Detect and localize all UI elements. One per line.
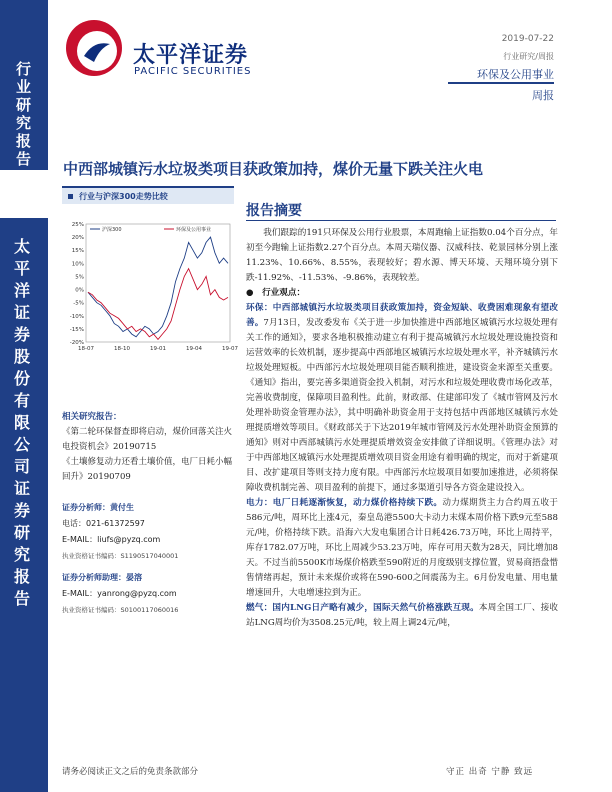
summary-heading: 报告摘要: [246, 203, 302, 219]
disclaimer-note: 请务必阅读正文之后的免责条款部分: [62, 767, 199, 777]
y-tick-label: 25%: [71, 222, 84, 228]
power-paragraph: [246, 496, 558, 601]
y-tick-label: 20%: [71, 235, 84, 242]
sidebar-top-label: 行业研究报告: [16, 60, 32, 168]
power-keyword: 电力：电厂日耗逐渐恢复，动力煤价格持续下跌。: [246, 498, 443, 508]
chart-title-bar: [62, 186, 234, 204]
related-heading: 相关研究报告：: [62, 412, 122, 422]
assistant-license: 执业资格证书编码：S0100117060016: [62, 606, 179, 614]
sidebar-bottom-band: [0, 218, 48, 792]
analyst-phone: 电话：021-61372597: [62, 519, 145, 528]
square-bullet-icon: [68, 194, 73, 199]
related-item[interactable]: 《第二轮环保督查即将启动，煤价回落关注火电投资机会》20190715: [62, 427, 233, 452]
x-tick-label: 19-04: [186, 346, 202, 352]
legend-label: 沪深300: [102, 227, 122, 233]
report-category: 周报: [532, 89, 554, 102]
y-tick-label: 15%: [71, 248, 84, 255]
gas-keyword: 燃气：国内LNG日产略有减少，国际天然气价格涨跌互现。: [246, 603, 479, 613]
series-line-industry: [88, 269, 228, 340]
chart-title: 行业与沪深300走势比较: [79, 191, 168, 201]
chart-area: [62, 204, 238, 359]
related-item[interactable]: 《土壤修复动力还看土壤价值，电厂日耗小幅回升》20190709: [62, 457, 233, 482]
x-tick-label: 19-01: [150, 346, 166, 352]
x-tick-label: 18-10: [114, 346, 130, 352]
y-tick-label: -10%: [69, 313, 84, 320]
summary-body: [246, 226, 558, 631]
brand-name-en: PACIFIC SECURITIES: [134, 66, 252, 77]
sidebar-top-band: [0, 0, 48, 170]
summary-divider: [246, 220, 556, 221]
assistant-name: 晏溶: [126, 573, 142, 582]
report-type: 行业研究/周报: [503, 52, 554, 61]
y-tick-label: 10%: [71, 261, 84, 268]
env-keyword: 环保：中西部城镇污水垃圾类项目获政策加持，资金短缺、收费困难现象有望改善。: [246, 303, 558, 328]
analyst-name: 黄付生: [110, 503, 134, 512]
assistant-email[interactable]: E-MAIL：yanrong@pyzq.com: [62, 589, 177, 598]
company-motto: 守正 出奇 宁静 致远: [446, 767, 534, 777]
power-text: 动力煤期货主力合约周五收于586元/吨，周环比上涨4元，秦皇岛港5500大卡动力末煤本周价格下跌9元至588元/吨，价格持续下跌。沿海六大发电集团合计日耗426.73万吨，环比上周持平，库存1782.07万吨，环比上周减少53.23万吨，库存可用天数为28天，同比增加8天。不过当前5500K市场煤价格跌至590附近的月度级别支撑位置，贸易商捂盘惜售情绪再起，预计未来煤价或将在590-600之间震荡为主。6月份发电量、用电量增速回升，大电增速拉到为正。: [246, 498, 558, 598]
y-tick-label: -15%: [69, 326, 84, 333]
gas-paragraph: [246, 601, 558, 631]
y-tick-label: -5%: [73, 300, 84, 307]
y-tick-label: -20%: [69, 340, 84, 346]
report-date: 2019-07-22: [501, 34, 554, 44]
x-tick-label: 19-07: [222, 346, 238, 352]
report-industry: 环保及公用事业: [477, 68, 554, 81]
related-research: [62, 410, 234, 485]
x-tick-label: 18-07: [78, 346, 94, 352]
analyst-role: 证券分析师：: [62, 503, 110, 512]
header-divider: [448, 82, 554, 84]
series-line-csi300: [88, 237, 228, 337]
y-tick-label: 0%: [75, 287, 84, 294]
report-title: 中西部城镇污水垃圾类项目获政策加持，煤价无量下跌关注火电: [63, 160, 484, 178]
legend-label: 环保及公用事业: [176, 227, 212, 233]
industry-view-bullet: ● 行业观点：: [246, 288, 306, 298]
sidebar-bottom-label: 太平洋证券股份有限公司证券研究报告: [14, 237, 31, 608]
gas-text: 本周全国工厂、接收站LNG周均价为3508.25元/吨，较上周上调24元/吨，: [246, 603, 558, 628]
env-text: 7月13日，发改委发布《关于进一步加快推进中西部地区城镇污水垃圾处理有关工作的通知》，要求各地积极推动建立有利于提高城镇污水垃圾处理设施投资和运营效率的长效机制，逐步提高中西部地区城镇污水垃圾处理水平，补齐城镇污水垃圾处理短板。中西部污水垃圾处理项目能否顺利推进，建设资金来源至关重要。《通知》指出，要完善多渠道资金投入机制，对污水和垃圾处理收费市场化改革，完善收费制度，保障项目盈利性。此前，财政部、住建部印发了《城市管网及污水处理补助资金管理办法》，其中明确补助资金用于支持包括中西部地区城镇污水处理提质增效等项目。《财政部关于下达2019年城市管网及污水处理补助资金预算的通知》则对中西部城镇污水处理提质增效资金安排做了详细说明。《管理办法》对于中西部地区城镇污水处理提质增效项目资金用途有着明确的规定，而对于新建项目、改扩建项目等则支持力度有限。中西部污水垃圾项目如要加速推进，必须将保障收费机制完善、项目盈利的前提下，通过多渠道引导各方资金建设投入。: [246, 318, 558, 493]
summary-paragraph: 我们跟踪的191只环保及公用行业股票，本周跑输上证指数0.04个百分点，年初至今跑输上证指数2.27个百分点。本周天瑞仪器、汉威科技、乾景园林分别上涨11.23%、10.66%、8.55%，表现较好；碧水源、博天环境、天翔环境分别下跌-11.92%、-11.53%、-9.86%，表现较差。: [246, 228, 558, 283]
assistant-role: 证券分析师助理：: [62, 573, 126, 582]
analyst-license: 执业资格证书编码：S1190517040001: [62, 552, 179, 560]
analyst-info: [62, 500, 234, 618]
y-tick-label: 5%: [75, 274, 84, 281]
env-paragraph: [246, 301, 558, 496]
chart-frame: [86, 224, 230, 342]
pacific-securities-logo-icon: [64, 18, 124, 78]
brand-name-cn: 太平洋证券: [133, 43, 249, 68]
analyst-email[interactable]: E-MAIL：liufs@pyzq.com: [62, 535, 161, 544]
trend-chart: [62, 204, 238, 359]
chart-panel: [62, 186, 238, 359]
